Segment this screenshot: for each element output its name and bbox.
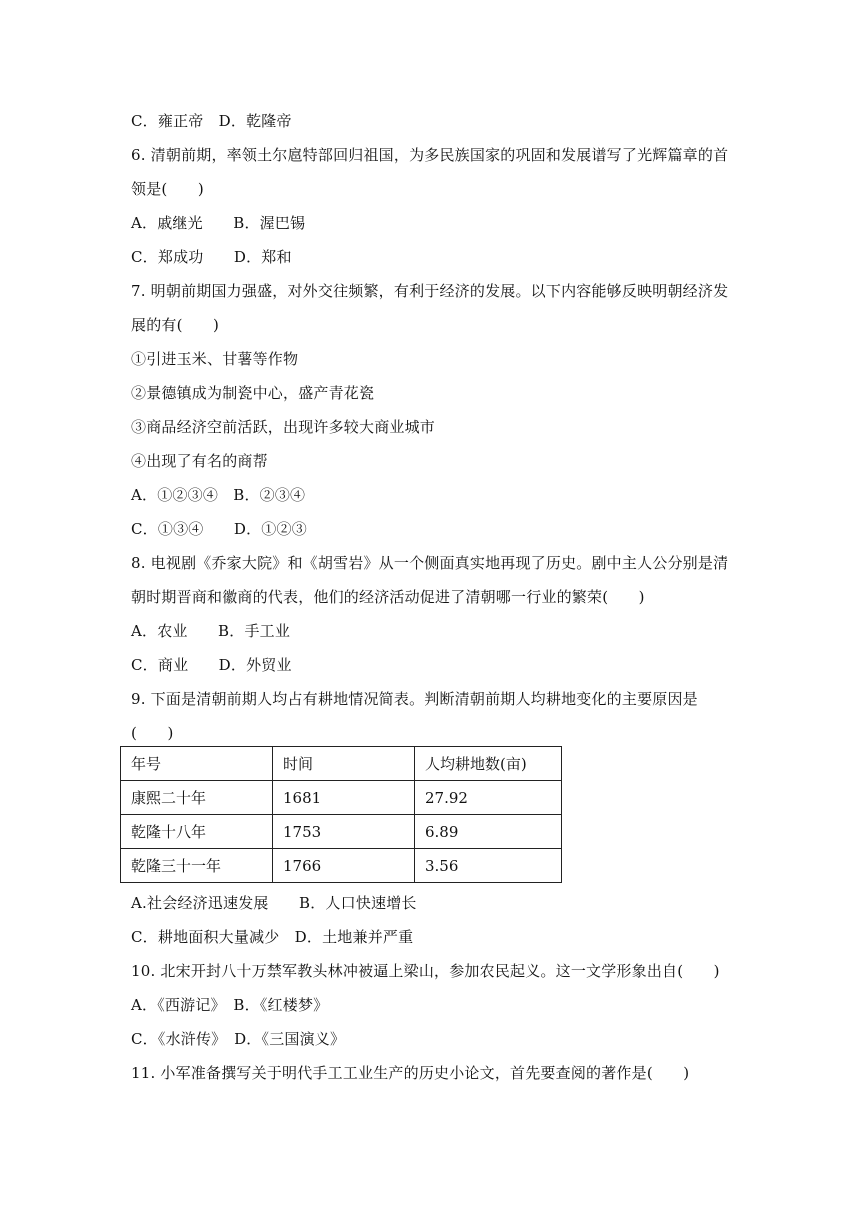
question-11-line: 11. 小军准备撰写关于明代手工工业生产的历史小论文，首先要查阅的著作是( ) xyxy=(131,1064,690,1082)
table-header-cell: 人均耕地数(亩) xyxy=(415,747,562,781)
table-cell: 1766 xyxy=(273,849,415,883)
question-6-line-2: 领是( ) xyxy=(131,180,204,198)
option-line: A．《西游记》 B．《红楼梦》 xyxy=(131,996,329,1014)
option-line: A．①②③④ B．②③④ xyxy=(131,486,306,504)
question-8-line-2: 朝时期晋商和徽商的代表，他们的经济活动促进了清朝哪一行业的繁荣( ) xyxy=(131,588,645,606)
question-7-line-1: 7. 明朝前期国力强盛，对外交往频繁，有利于经济的发展。以下内容能够反映明朝经济发 xyxy=(131,282,729,300)
question-8-line-1: 8. 电视剧《乔家大院》和《胡雪岩》从一个侧面真实地再现了历史。剧中主人公分别是清 xyxy=(131,554,729,572)
option-line: C．郑成功 D．郑和 xyxy=(131,248,292,266)
table-row xyxy=(121,849,562,883)
option-line: A．农业 B．手工业 xyxy=(131,622,291,640)
table-header-row xyxy=(121,747,562,781)
question-6-line-1: 6. 清朝前期，率领土尔扈特部回归祖国，为多民族国家的巩固和发展谱写了光辉篇章的首 xyxy=(131,146,729,164)
option-line: C．耕地面积大量减少 D．土地兼并严重 xyxy=(131,928,414,946)
table-cell: 乾隆三十一年 xyxy=(121,849,273,883)
table-cell: 6.89 xyxy=(415,815,562,849)
table-cell: 康熙二十年 xyxy=(121,781,273,815)
table-cell: 乾隆十八年 xyxy=(121,815,273,849)
table-row xyxy=(121,781,562,815)
table-cell: 27.92 xyxy=(415,781,562,815)
option-line: A.社会经济迅速发展 B．人口快速增长 xyxy=(131,894,417,912)
table-cell: 1753 xyxy=(273,815,415,849)
option-line: A．戚继光 B．渥巴锡 xyxy=(131,214,306,232)
farmland-table xyxy=(120,746,562,883)
statement-line: ④出现了有名的商帮 xyxy=(131,452,268,470)
table-header-cell: 时间 xyxy=(273,747,415,781)
statement-line: ①引进玉米、甘薯等作物 xyxy=(131,350,299,368)
statement-line: ③商品经济空前活跃，出现许多较大商业城市 xyxy=(131,418,436,436)
table-row xyxy=(121,815,562,849)
option-line: C．①③④ D．①②③ xyxy=(131,520,307,538)
question-9-line-2: ( ) xyxy=(131,724,174,742)
table-cell: 1681 xyxy=(273,781,415,815)
option-line: C．《水浒传》 D．《三国演义》 xyxy=(131,1030,346,1048)
question-9-line-1: 9. 下面是清朝前期人均占有耕地情况简表。判断清朝前期人均耕地变化的主要原因是 xyxy=(131,690,698,708)
option-line: C．商业 D．外贸业 xyxy=(131,656,292,674)
table-header-cell: 年号 xyxy=(121,747,273,781)
option-line: C．雍正帝 D．乾隆帝 xyxy=(131,112,292,130)
question-10-line: 10. 北宋开封八十万禁军教头林冲被逼上梁山，参加农民起义。这一文学形象出自( ) xyxy=(131,962,720,980)
question-7-line-2: 展的有( ) xyxy=(131,316,220,334)
table-cell: 3.56 xyxy=(415,849,562,883)
statement-line: ②景德镇成为制瓷中心，盛产青花瓷 xyxy=(131,384,375,402)
